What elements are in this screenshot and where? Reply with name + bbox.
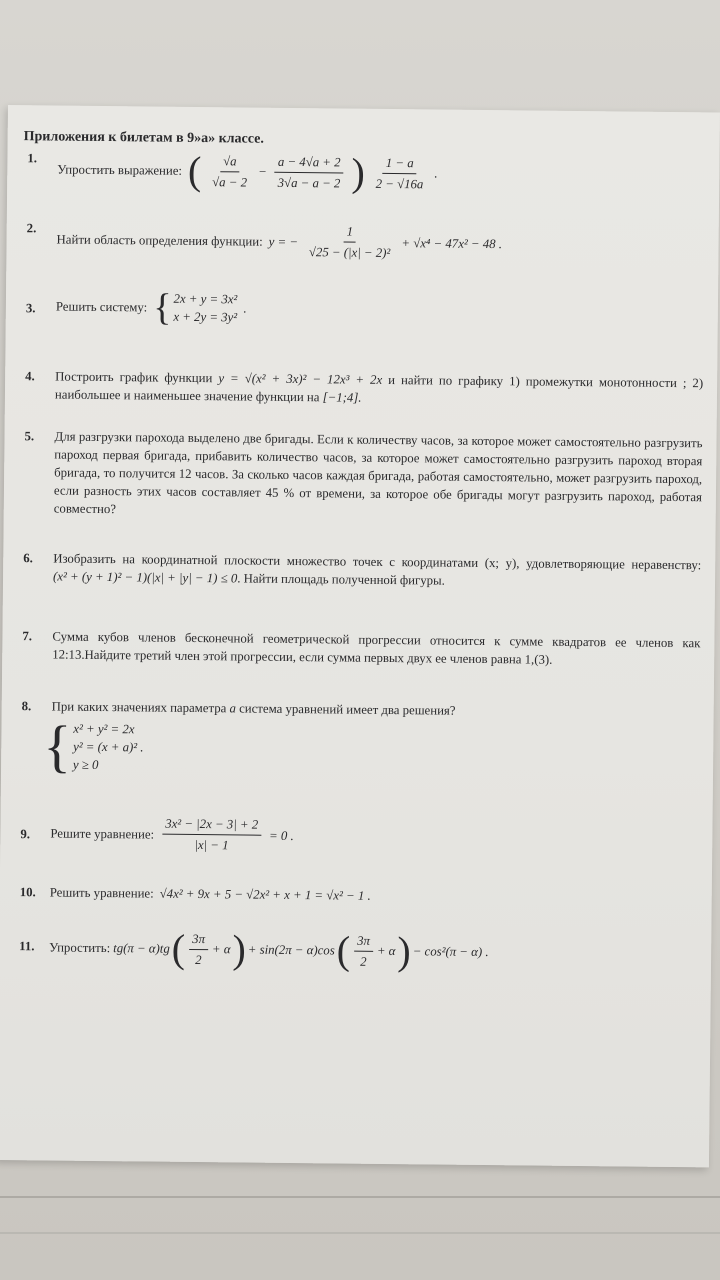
fraction-numerator: 3x² − |2x − 3| + 2 [162,815,261,836]
paper-sheet [0,105,720,1167]
fraction-denominator: 2 [195,952,202,967]
equation: y² = (x + a)² . [73,739,144,755]
problem-number: 8. [21,699,32,714]
problem-text: Решите уравнение: [50,825,155,842]
fraction-denominator: √25 − (|x| − 2)² [308,245,391,261]
problem-number: 9. [20,827,31,842]
problem-8 [21,697,700,782]
equation: y ≥ 0 [72,757,99,772]
problem-6 [23,549,701,592]
equation: x² + y² = 2x [73,721,135,737]
equation-system: { 2x + y = 3x² x + 2y = 3y² [152,286,238,329]
equation: $\frac{\text{3x² − |2x − 3| + 2}}{|x| - 1}$ = 0 . [160,815,294,855]
problem-text: Упростить выражение: [57,162,183,178]
problem-number: 3. [25,301,36,316]
problem-text-continued: система уравнений имеет два решения? [239,701,456,718]
problem-5 [24,427,703,524]
problem-text: Изобразить на координатной плоскости множество точек с координатами (x; y), удовлетворяющие неравенству: [53,551,702,573]
page-title: Приложения к билетам в 9»а» классе. [23,129,264,147]
problem-number: 10. [19,885,36,900]
fraction-denominator: √a − 2 [212,174,248,190]
equation: x + 2y = 3y² [173,309,238,325]
problem-text: Для разгрузки парохода выделено две бригады. Если к количеству часов, за которое может самостоятельно разгрузить пароход первая бригада, прибавить количество часов, за которое может самостоятельно разгрузить пароход вторая бригада, то получится 12 часов. За сколько часов каждая бригада, работая самостоятельно, может разгрузить пароход, если разность этих часов составляет 45 % от времени, за которое обе бригады могут разгрузить пароход, работая совместно? [53,429,703,517]
problem-number: 11. [19,939,35,954]
problem-text: Упростить: [49,940,111,956]
problem-7 [22,627,700,670]
equation: √4x² + 9x + 5 − √2x² + x + 1 = √x² − 1 . [159,886,371,903]
interval: [−1;4]. [322,390,362,405]
fraction-numerator: 3π [189,929,208,949]
inequality: (x² + (y + 1)² − 1)(|x| + |y| − 1) ≤ 0 [52,569,238,586]
expression: tg(π − α)tg ( $\frac{3\pi}{2}$ + α ) + sin(2π − α)cos ( $\frac{3\pi}{2}$ + α ) − cos²(π − α) . [113,925,489,974]
problem-text: Решить уравнение: [49,885,154,901]
fraction-denominator: |x| − 1 [194,837,229,853]
problem-number: 1. [27,151,38,166]
problem-text: При каких значениях параметра [51,699,227,716]
fraction-denominator: 3√a − a − 2 [277,175,341,190]
equation-system: { x² + y² = 2x y² = (x + a)² . y ≥ 0 [42,713,144,779]
problem-text: Построить график функции [55,369,213,386]
table-edge [0,1232,720,1234]
fraction-denominator: 2 [360,954,367,969]
problem-text: Найти область определения функции: [56,232,263,249]
fraction-numerator: a − 4√a + 2 [275,152,344,173]
fraction-numerator: 1 − a [383,153,417,173]
problem-number: 6. [23,551,33,566]
fraction-numerator: 3π [354,931,373,951]
expression: ( $\frac{√a}{√a - 2}$ − $\frac{a - 4√a + 2}{3√a - a - 2}$ ) $\frac{1 - a}{2 - √16a}$ . [187,147,438,195]
problem-3: 3. Решить систему: { 2x + y = 3x² x + 2y = 3y² . [25,286,247,329]
problem-text-continued: . Найти площадь полученной фигуры. [237,571,445,588]
fraction-numerator: √a [220,152,240,172]
problem-number: 2. [26,221,37,236]
problem-number: 5. [24,429,35,444]
problem-1 [27,149,705,196]
expression: y = √(x² + 3x)² − 12x³ + 2x [218,371,383,387]
problem-2 [26,219,704,265]
fraction-numerator: 1 [344,223,357,243]
expression: y = − $\frac{1}{\text{√25 − (|x| − 2)²}}$ + √x⁴ − 47x² − 48 . [268,222,502,263]
problem-text: Решить систему: [55,299,148,315]
equation: 2x + y = 3x² [173,291,238,307]
problem-number: 7. [22,629,33,644]
problem-10 [20,883,698,908]
problem-text: Сумма кубов членов бесконечной геометрической прогрессии относится к сумме квадратов ее членов как 12:13.Найдите третий член этой прогрессии, если сумма первых двух ее членов равна 1,(3). [52,629,701,667]
table-edge [0,1196,720,1198]
problem-4 [25,367,703,410]
parameter: a [229,701,237,716]
problem-9 [20,813,698,859]
problem-text-continued: и найти по графику 1) промежутки монотонности ; 2) наибольшее и наименьшее значение функции на [54,372,704,405]
problem-11 [19,927,697,974]
problem-number: 4. [25,369,35,384]
fraction-denominator: 2 − √16a [375,176,424,191]
